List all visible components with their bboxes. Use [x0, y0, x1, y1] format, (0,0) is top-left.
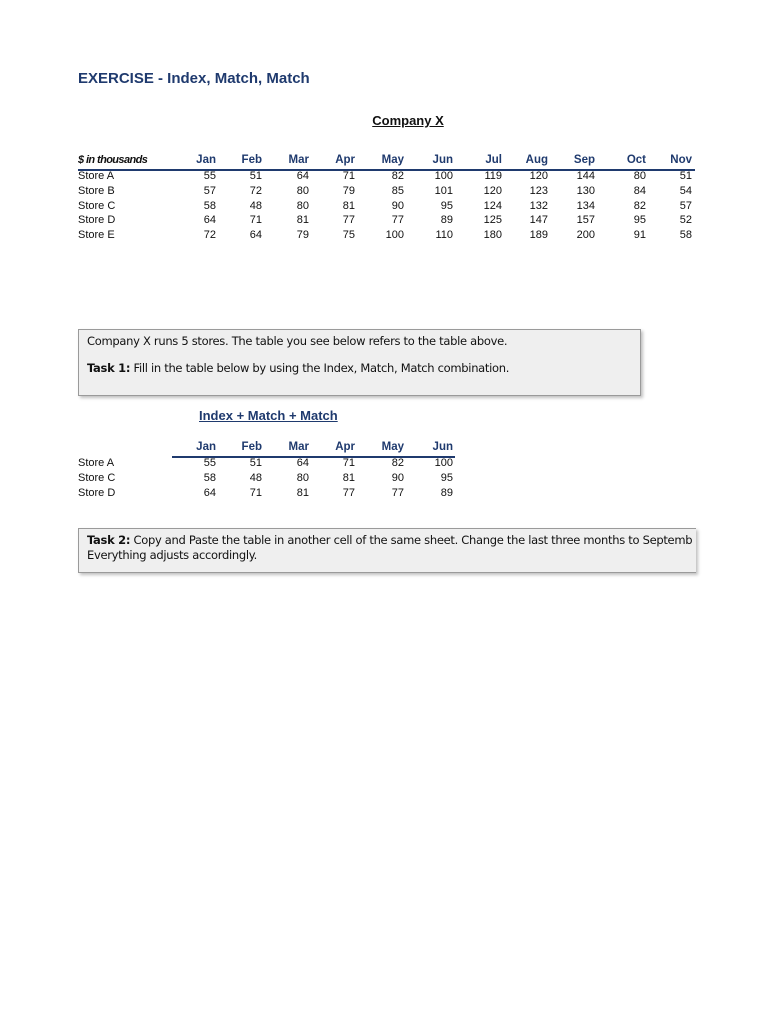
value-cell: 71 — [249, 486, 262, 499]
value-cell: 110 — [435, 229, 453, 242]
value-cell: 89 — [440, 486, 453, 499]
month-header: Mar — [288, 441, 309, 453]
value-cell: 80 — [633, 170, 646, 182]
header-row — [78, 441, 458, 457]
task1-label: Task 1: — [87, 361, 131, 375]
table-row — [78, 457, 458, 472]
value-cell: 55 — [203, 170, 216, 182]
value-cell: 64 — [296, 170, 309, 182]
value-cell: 51 — [679, 170, 692, 182]
store-label: Store C — [78, 471, 116, 484]
value-cell: 134 — [576, 199, 595, 212]
month-header: Apr — [335, 154, 355, 166]
month-header: Apr — [335, 441, 355, 453]
value-cell: 81 — [342, 199, 355, 212]
value-cell: 100 — [434, 457, 453, 469]
table-row — [78, 200, 695, 215]
value-cell: 71 — [342, 170, 355, 182]
table2-heading: Index + Match + Match — [199, 408, 338, 423]
value-cell: 95 — [440, 199, 453, 212]
task2-line2: Everything adjusts accordingly. — [87, 548, 257, 562]
value-cell: 58 — [679, 229, 692, 242]
value-cell: 64 — [203, 214, 216, 227]
task2-text — [87, 533, 693, 548]
value-cell: 52 — [679, 214, 692, 227]
store-label: Store D — [78, 214, 116, 227]
value-cell: 57 — [203, 184, 216, 197]
value-cell: 189 — [529, 229, 548, 242]
value-cell: 95 — [633, 214, 646, 227]
value-cell: 77 — [342, 214, 355, 227]
table-row — [78, 214, 695, 229]
month-header: Jan — [196, 154, 216, 166]
value-cell: 51 — [249, 170, 262, 182]
value-cell: 77 — [391, 486, 404, 499]
value-cell: 180 — [483, 229, 502, 242]
value-cell: 157 — [576, 214, 595, 227]
value-cell: 64 — [296, 457, 309, 469]
month-header: May — [381, 441, 404, 453]
table-row — [78, 185, 695, 200]
page-title: EXERCISE - Index, Match, Match — [78, 70, 310, 87]
table-row — [78, 170, 695, 185]
month-header: Feb — [241, 441, 262, 453]
value-cell: 82 — [391, 170, 404, 182]
value-cell: 64 — [249, 229, 262, 242]
value-cell: 95 — [440, 471, 453, 484]
company-table — [78, 154, 695, 244]
value-cell: 57 — [679, 199, 692, 212]
store-label: Store D — [78, 486, 116, 499]
value-cell: 48 — [249, 199, 262, 212]
value-cell: 119 — [484, 170, 502, 182]
store-label: Store C — [78, 199, 116, 212]
value-cell: 80 — [296, 471, 309, 484]
value-cell: 130 — [576, 184, 595, 197]
value-cell: 82 — [391, 457, 404, 469]
task2-box — [78, 528, 696, 573]
value-cell: 72 — [249, 184, 262, 197]
value-cell: 58 — [203, 199, 216, 212]
value-cell: 81 — [342, 471, 355, 484]
month-header: Mar — [288, 154, 309, 166]
month-header: Aug — [525, 154, 548, 166]
task-intro-text: Company X runs 5 stores. The table you see below refers to the table above. — [87, 334, 508, 348]
table-row — [78, 229, 695, 244]
table-row — [78, 487, 458, 502]
table-row — [78, 472, 458, 487]
value-cell: 77 — [342, 486, 355, 499]
value-cell: 84 — [633, 184, 646, 197]
value-cell: 71 — [342, 457, 355, 469]
task1-text — [87, 361, 632, 375]
value-cell: 120 — [529, 170, 548, 182]
value-cell: 100 — [385, 229, 404, 242]
value-cell: 79 — [342, 184, 355, 197]
value-cell: 82 — [633, 199, 646, 212]
value-cell: 75 — [342, 229, 355, 242]
value-cell: 54 — [679, 184, 692, 197]
value-cell: 77 — [391, 214, 404, 227]
store-label: Store B — [78, 184, 115, 197]
header-row — [78, 154, 695, 170]
value-cell: 80 — [296, 199, 309, 212]
value-cell: 64 — [203, 486, 216, 499]
value-cell: 85 — [391, 184, 404, 197]
task1-box — [78, 329, 641, 396]
value-cell: 79 — [296, 229, 309, 242]
value-cell: 124 — [483, 199, 502, 212]
month-header: Jun — [432, 154, 453, 166]
value-cell: 48 — [249, 471, 262, 484]
month-header: Feb — [241, 154, 262, 166]
value-cell: 123 — [529, 184, 548, 197]
task2-body: Copy and Paste the table in another cell of the same sheet. Change the last three months to Septemb — [130, 533, 693, 547]
unit-label: $ in thousands — [78, 154, 148, 166]
value-cell: 125 — [483, 214, 502, 227]
index-match-table — [78, 441, 458, 501]
value-cell: 91 — [633, 229, 646, 242]
value-cell: 80 — [296, 184, 309, 197]
value-cell: 144 — [576, 170, 595, 182]
month-header: Oct — [626, 154, 646, 166]
month-header: Sep — [573, 154, 595, 166]
month-header: Jul — [485, 154, 502, 166]
value-cell: 101 — [434, 184, 453, 197]
store-label: Store A — [78, 457, 115, 469]
value-cell: 90 — [391, 199, 404, 212]
value-cell: 200 — [576, 229, 595, 242]
value-cell: 120 — [483, 184, 502, 197]
value-cell: 132 — [529, 199, 548, 212]
value-cell: 81 — [296, 214, 309, 227]
table1-heading: Company X — [372, 113, 444, 128]
value-cell: 100 — [434, 170, 453, 182]
value-cell: 51 — [249, 457, 262, 469]
value-cell: 72 — [203, 229, 216, 242]
month-header: Jan — [196, 441, 216, 453]
value-cell: 81 — [296, 486, 309, 499]
month-header: Jun — [432, 441, 453, 453]
value-cell: 71 — [249, 214, 262, 227]
month-header: Nov — [670, 154, 692, 166]
value-cell: 58 — [203, 471, 216, 484]
task2-label: Task 2: — [87, 533, 131, 547]
task1-body: Fill in the table below by using the Index, Match, Match combination. — [130, 361, 510, 375]
month-header: May — [381, 154, 404, 166]
value-cell: 55 — [203, 457, 216, 469]
value-cell: 147 — [529, 214, 548, 227]
value-cell: 89 — [440, 214, 453, 227]
value-cell: 90 — [391, 471, 404, 484]
store-label: Store E — [78, 229, 115, 242]
store-label: Store A — [78, 170, 115, 182]
